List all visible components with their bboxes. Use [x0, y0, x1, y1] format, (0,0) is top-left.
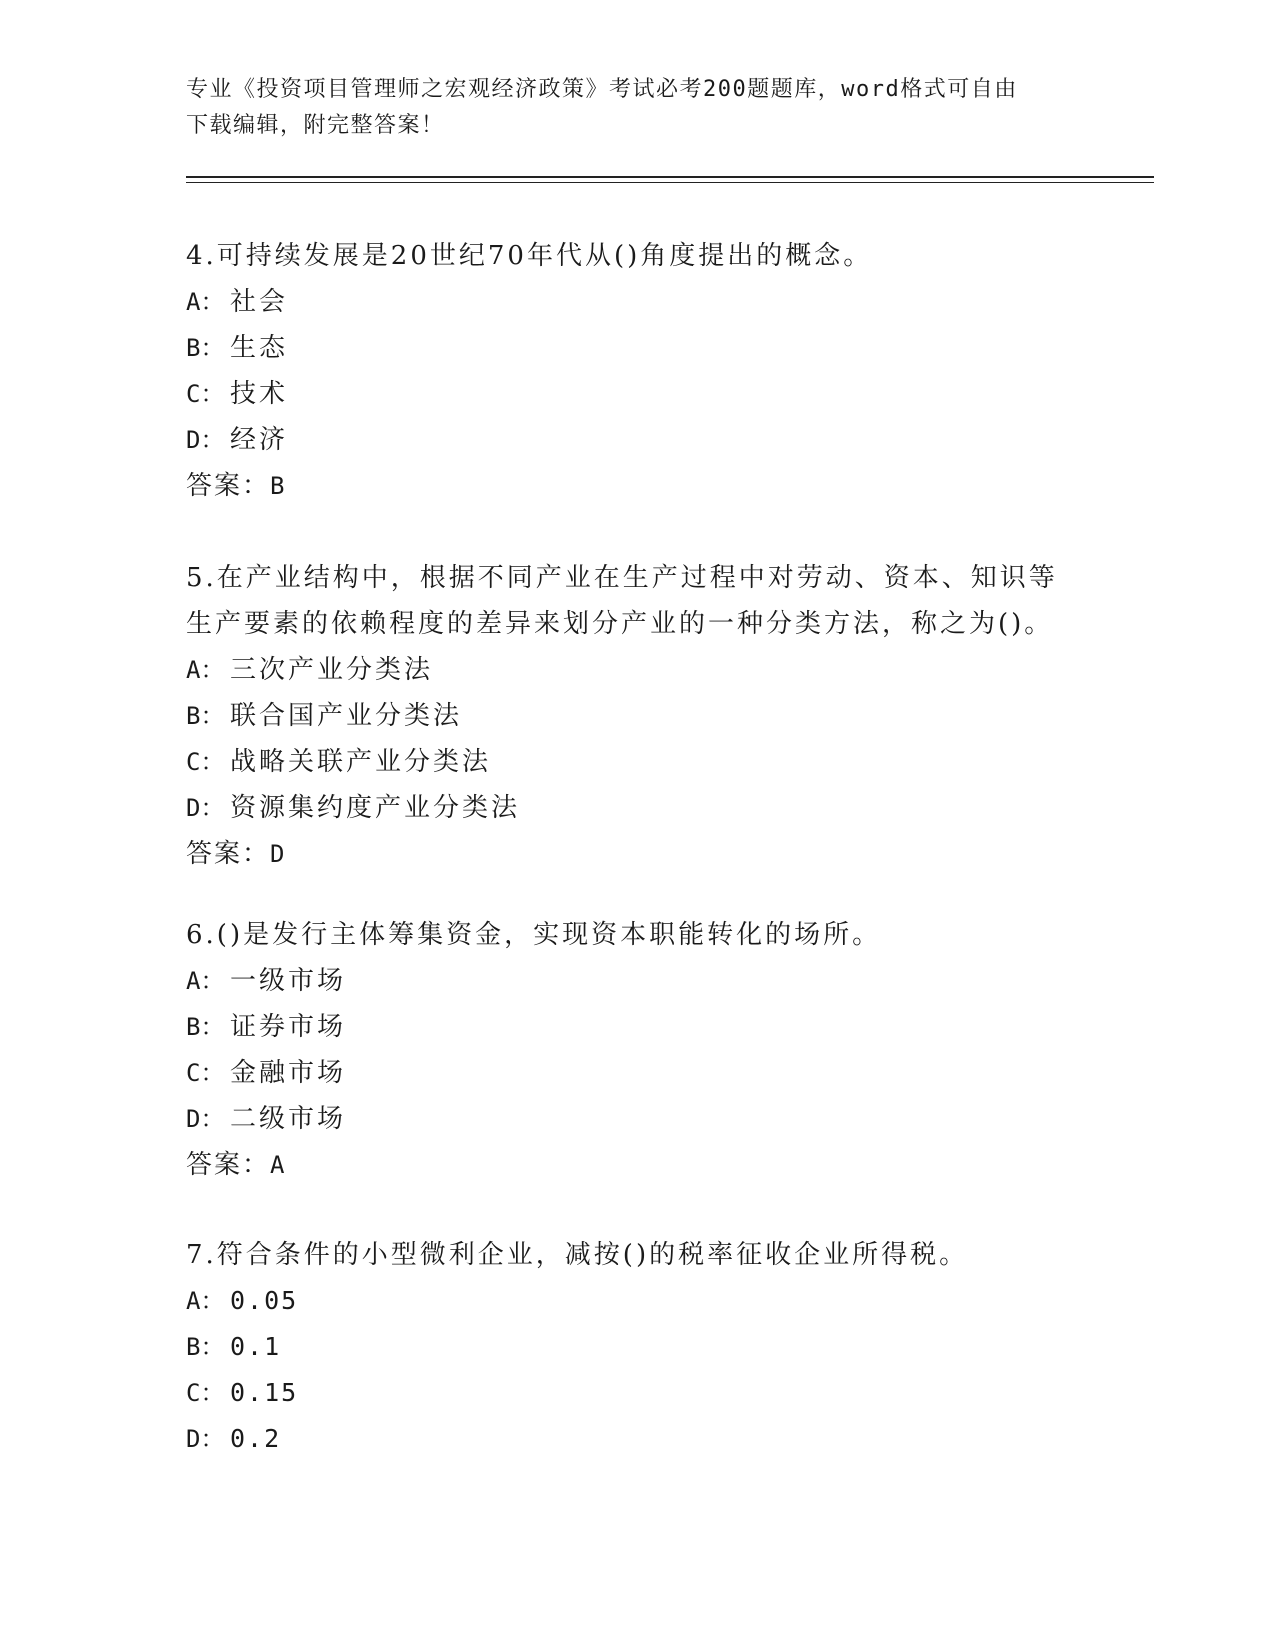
question-text-line-2: 生产要素的依赖程度的差异来划分产业的一种分类方法，称之为()。: [186, 609, 1054, 639]
option-a: [186, 279, 1086, 325]
option-text: 技术: [230, 379, 289, 409]
option-text: 一级市场: [230, 966, 347, 996]
option-letter: A：: [186, 967, 225, 995]
answer-value: B: [270, 472, 287, 500]
option-letter: B：: [186, 702, 225, 730]
option-letter: C：: [186, 1059, 225, 1087]
question-6: [186, 912, 1086, 1188]
option-text: 三次产业分类法: [230, 655, 434, 685]
header-divider-thick: [186, 176, 1154, 178]
question-text: 7.符合条件的小型微利企业，减按()的税率征收企业所得税。: [186, 1240, 969, 1270]
option-text: 资源集约度产业分类法: [230, 793, 521, 823]
answer-line: [186, 831, 1086, 877]
option-text: 战略关联产业分类法: [230, 747, 492, 777]
option-letter: D：: [186, 1425, 225, 1453]
header-line-1: 专业《投资项目管理师之宏观经济政策》考试必考200题题库，word格式可自由: [186, 77, 1018, 102]
option-text: 0.1: [230, 1332, 282, 1361]
option-text: 经济: [230, 425, 289, 455]
option-letter: C：: [186, 1379, 225, 1407]
question-4: [186, 233, 1086, 509]
option-letter: A：: [186, 288, 225, 316]
answer-label: 答案：: [186, 1150, 271, 1180]
option-b: [186, 1324, 1086, 1370]
option-c: [186, 371, 1086, 417]
option-text: 0.15: [230, 1378, 299, 1407]
option-text: 社会: [230, 287, 289, 317]
option-letter: D：: [186, 1105, 225, 1133]
option-d: [186, 785, 1086, 831]
document-header: [186, 72, 1066, 144]
option-letter: D：: [186, 426, 225, 454]
question-text: 6.()是发行主体筹集资金，实现资本职能转化的场所。: [186, 920, 882, 950]
option-d: [186, 1096, 1086, 1142]
option-letter: B：: [186, 1013, 225, 1041]
header-line-2: 下载编辑，附完整答案！: [186, 113, 445, 138]
answer-value: A: [270, 1151, 287, 1179]
question-text: 4.可持续发展是20世纪70年代从()角度提出的概念。: [186, 241, 873, 271]
option-c: [186, 1370, 1086, 1416]
option-c: [186, 739, 1086, 785]
option-a: [186, 647, 1086, 693]
header-divider-thin: [186, 182, 1154, 183]
option-d: [186, 1416, 1086, 1462]
option-text: 生态: [230, 333, 289, 363]
option-letter: C：: [186, 748, 225, 776]
option-d: [186, 417, 1086, 463]
option-b: [186, 325, 1086, 371]
option-letter: B：: [186, 1333, 225, 1361]
answer-label: 答案：: [186, 839, 271, 869]
option-text: 金融市场: [230, 1058, 347, 1088]
option-text: 联合国产业分类法: [230, 701, 463, 731]
option-text: 0.2: [230, 1424, 282, 1453]
question-7: [186, 1232, 1086, 1462]
answer-line: [186, 1142, 1086, 1188]
question-text-line-1: 5.在产业结构中，根据不同产业在生产过程中对劳动、资本、知识等: [186, 563, 1058, 593]
option-letter: D：: [186, 794, 225, 822]
option-letter: C：: [186, 380, 225, 408]
option-b: [186, 1004, 1086, 1050]
option-text: 二级市场: [230, 1104, 347, 1134]
option-text: 0.05: [230, 1286, 299, 1315]
option-b: [186, 693, 1086, 739]
answer-label: 答案：: [186, 471, 271, 501]
option-text: 证券市场: [230, 1012, 347, 1042]
option-letter: B：: [186, 334, 225, 362]
question-5: [186, 555, 1086, 877]
option-a: [186, 958, 1086, 1004]
option-letter: A：: [186, 1287, 225, 1315]
option-a: [186, 1278, 1086, 1324]
answer-value: D: [270, 840, 287, 868]
option-c: [186, 1050, 1086, 1096]
option-letter: A：: [186, 656, 225, 684]
answer-line: [186, 463, 1086, 509]
